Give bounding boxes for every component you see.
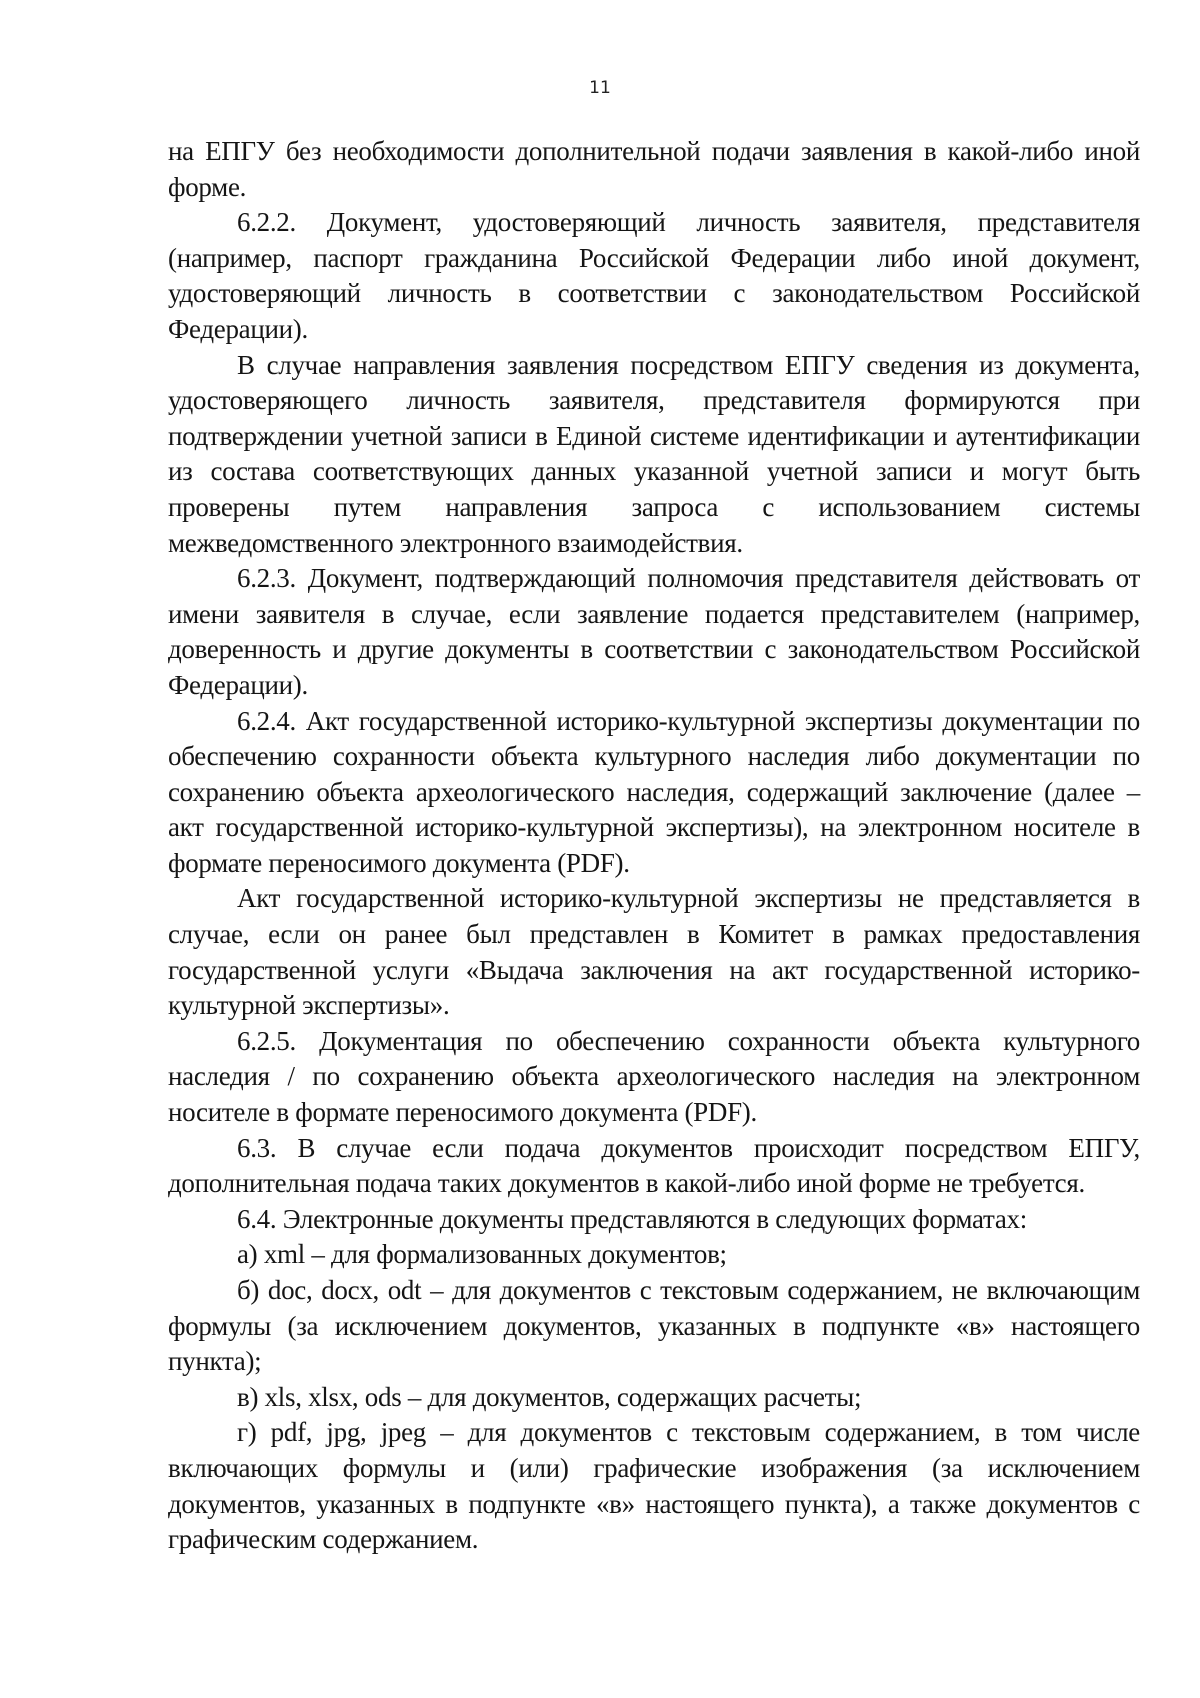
paragraph: 6.2.3. Документ, подтверждающий полномочия представителя действовать от имени заявителя в случае, если заявление подается представителем (например, доверенность и другие документы в соответствии с законодательством Российской Федерации). <box>168 563 1140 700</box>
paragraph: 6.2.5. Документация по обеспечению сохранности объекта культурного наследия / по сохранению объекта археологического наследия на электронном носителе в формате переносимого документа (PDF). <box>168 1025 1140 1128</box>
paragraph: 6.2.2. Документ, удостоверяющий личность заявителя, представителя (например, паспорт гражданина Российской Федерации либо иной документ, удостоверяющий личность в соответствии с законодательством Российской Федерации). <box>168 207 1140 344</box>
list-item: г) pdf, jpg, jpeg – для документов с текстовым содержанием, в том числе включающих формулы и (или) графические изображения (за исключением документов, указанных в подпункте «в» настоящего пункта), а также документов с графическим содержанием. <box>168 1417 1140 1555</box>
paragraph: В случае направления заявления посредством ЕПГУ сведения из документа, удостоверяющего личность заявителя, представителя формируются при подтверждении учетной записи в Единой системе идентификации и аутентификации из состава соответствующих данных указанной учетной записи и могут быть проверены путем направления запроса с использованием системы межведомственного электронного взаимодействия. <box>168 349 1140 558</box>
list-item: в) xls, xlsx, ods – для документов, содержащих расчеты; <box>237 1381 862 1412</box>
list-item: б) doc, docx, odt – для документов с текстовым содержанием, не включающим формулы (за исключением документов, указанных в подпункте «в» настоящего пункта); <box>168 1275 1140 1377</box>
paragraph: 6.2.4. Акт государственной историко-культурной экспертизы документации по обеспечению сохранности объекта культурного наследия либо документации по сохранению объекта археологического наследия, содержащий заключение (далее – акт государственной историко-культурной экспертизы), на электронном носителе в формате переносимого документа (PDF). <box>168 705 1140 878</box>
document-body <box>168 134 1140 1558</box>
page-number: 11 <box>589 78 611 98</box>
paragraph: 6.3. В случае если подача документов происходит посредством ЕПГУ, дополнительная подача таких документов в какой-либо иной форме не требуется. <box>168 1132 1140 1199</box>
paragraph: Акт государственной историко-культурной экспертизы не представляется в случае, если он ранее был представлен в Комитет в рамках предоставления государственной услуги «Выдача заключения на акт государственной историко-культурной экспертизы». <box>168 883 1140 1021</box>
list-item: а) xml – для формализованных документов; <box>237 1239 727 1270</box>
paragraph: 6.4. Электронные документы представляются в следующих форматах: <box>237 1203 1027 1234</box>
paragraph: на ЕПГУ без необходимости дополнительной подачи заявления в какой-либо иной форме. <box>168 136 1140 202</box>
